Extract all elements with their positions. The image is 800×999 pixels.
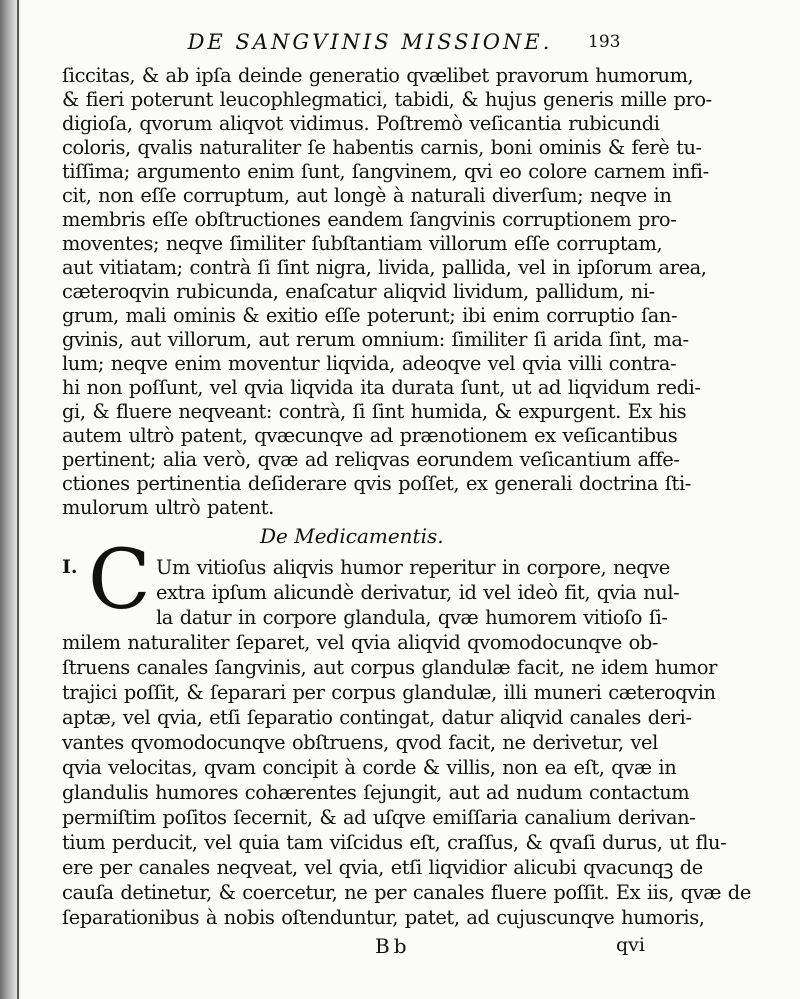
text-line: trajici poſſit, & ſeparari per corpus glandulæ, illi muneri cæteroqvin — [62, 681, 716, 704]
section-number: I. — [62, 556, 78, 578]
text-line: tium perducit, vel quia tam viſcidus eſt, craſſus, & qvaſi durus, ut flu- — [62, 831, 727, 854]
text-line: moventes; neqve ſimiliter ſubſtantiam villorum eſſe corruptam, — [62, 232, 663, 255]
section-heading: De Medicamentis. — [260, 524, 444, 548]
text-line: ſeparationibus à nobis oſtenduntur, patet, ad cujuscunqve humoris, — [62, 906, 705, 929]
text-line: cit, non eſſe corruptum, aut longè à naturali diverſum; neqve in — [62, 184, 672, 207]
text-line: qvia velocitas, qvam concipit à corde & villis, non ea eſt, qvæ in — [62, 756, 677, 779]
text-line: aut vitiatam; contrà ſi ſint nigra, livida, pallida, vel in ipſorum area, — [62, 256, 707, 279]
text-line: aptæ, vel qvia, etſi ſeparatio contingat, datur aliqvid canales deri- — [62, 706, 692, 729]
text-line: grum, mali ominis & exitio eſſe poterunt; ibi enim corruptio ſan- — [62, 304, 678, 327]
text-line: ſtruens canales ſangvinis, aut corpus glandulæ facit, ne idem humor — [62, 656, 718, 679]
page-header — [0, 30, 800, 60]
text-line: gi, & fluere neqveant: contrà, ſi ſint humida, & expurgent. Ex his — [62, 400, 687, 423]
text-line: & fieri poterunt leucophlegmatici, tabidi, & hujus generis mille pro- — [62, 88, 712, 111]
text-line: digioſa, qvorum aliqvot vidimus. Poſtremò veſicantia rubicundi — [62, 112, 660, 135]
text-line: hi non poſſunt, vel qvia liqvida ita durata ſunt, ut ad liqvidum redi- — [62, 376, 701, 399]
page-footer — [0, 934, 800, 964]
text-line: pertinent; alia verò, qvæ ad reliqvas eorundem veſicantium affe- — [62, 448, 680, 471]
text-line: ſiccitas, & ab ipſa deinde generatio qvælibet pravorum humorum, — [62, 64, 694, 87]
text-line: lum; neqve enim moventur liqvida, adeoqve vel qvia villi contra- — [62, 352, 677, 375]
text-line: coloris, qvalis naturaliter ſe habentis carnis, boni ominis & ferè tu- — [62, 136, 702, 159]
text-line: vantes qvomodocunqve obſtruens, qvod facit, ne derivetur, vel — [62, 731, 658, 754]
text-line: gvinis, aut villorum, aut rerum omnium: ſimiliter ſi arida ſint, ma- — [62, 328, 689, 351]
signature-mark: Bb — [375, 934, 411, 958]
text-line: cauſa detinetur, & coercetur, ne per canales fluere poſſit. Ex iis, qvæ de — [62, 881, 751, 904]
text-line: tiſſima; argumento enim ſunt, ſangvinem, qvi eo colore carnem infi- — [62, 160, 709, 183]
text-line: extra ipſum alicundè derivatur, id vel ideò fit, qvia nul- — [156, 581, 680, 604]
catchword: qvi — [616, 934, 645, 956]
text-line: membris eſſe obſtructiones eandem ſangvinis corruptionem pro- — [62, 208, 677, 231]
drop-capital: C — [88, 533, 151, 628]
text-line: milem naturaliter ſeparet, vel qvia aliqvid qvomodocunqve ob- — [62, 631, 659, 654]
text-line: ere per canales neqveat, vel qvia, etſi liqvidior alicubi qvacunqꝫ de — [62, 856, 703, 879]
text-line: la datur in corpore glandula, qvæ humorem vitioſo ſi- — [156, 606, 668, 629]
text-line: autem ultrò patent, qvæcunqve ad prænotionem ex veſicantibus — [62, 424, 678, 447]
running-title: DE SANGVINIS MISSIONE. — [187, 30, 553, 54]
text-line: permiſtim poſitos ſecernit, & ad uſqve emiſſaria canalium derivan- — [62, 806, 696, 829]
text-line: Um vitioſus aliqvis humor reperitur in corpore, neqve — [156, 556, 670, 579]
page-number: 193 — [588, 32, 621, 52]
text-line: ctiones pertinentia deſiderare qvis poſſet, ex generali doctrina ſti- — [62, 472, 691, 495]
text-line: glandulis humores cohærentes ſejungit, aut ad nudum contactum — [62, 781, 690, 804]
text-line: cæteroqvin rubicunda, enaſcatur aliqvid lividum, pallidum, ni- — [62, 280, 655, 303]
text-line: mulorum ultrò patent. — [62, 496, 274, 519]
